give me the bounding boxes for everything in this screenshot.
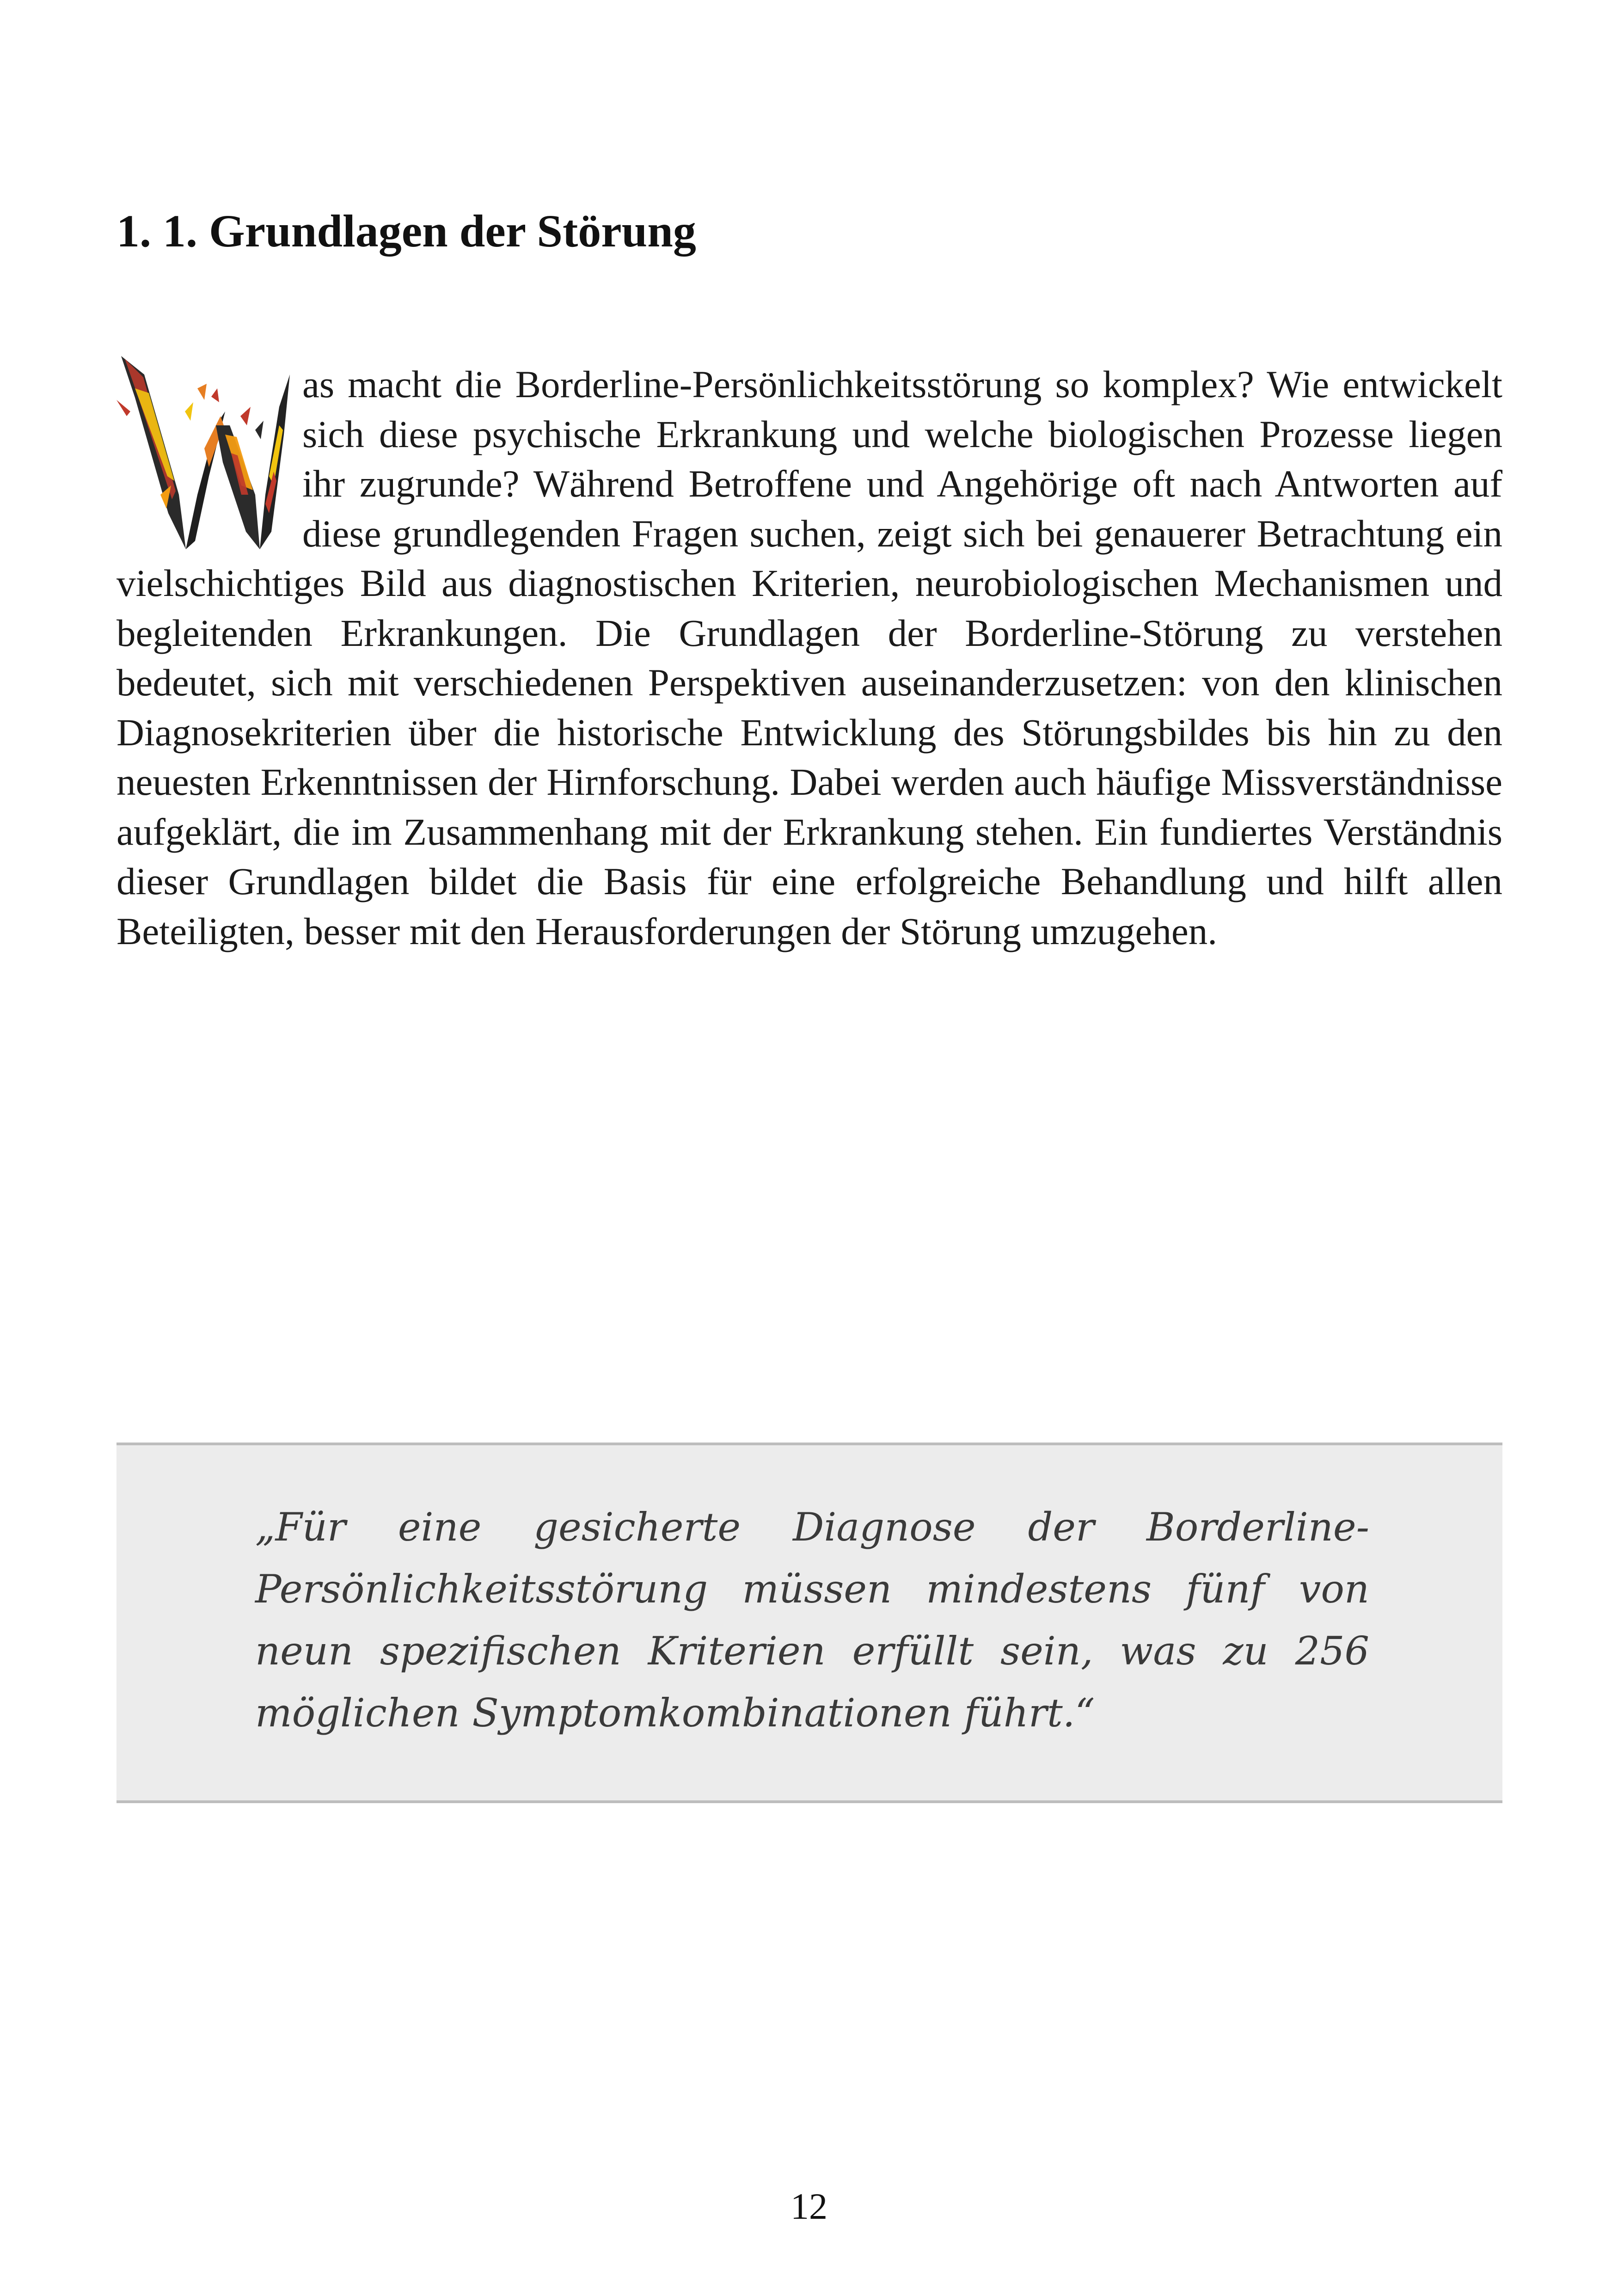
intro-paragraph [116,360,1502,956]
dropcap-w-illustration [116,356,292,549]
pull-quote-box [116,1443,1502,1803]
pull-quote-text: „Für eine gesicherte Diagnose der Borderline-Persönlichkeitsstörung müssen mindestens fünf von neun spezifischen Kriterien erfüllt sein, was zu 256 möglichen Symptomkombinationen führt.“ [255,1504,1369,1736]
page-number: 12 [791,2186,827,2227]
section-heading: 1. 1. Grundlagen der Störung [116,205,696,257]
intro-paragraph-text: as macht die Borderline-Persönlichkeitsstörung so komplex? Wie entwickelt sich diese psychische Erkrankung und welche biologischen Prozesse liegen ihr zugrunde? Während Betroffene und Angehörige oft nach Antworten auf diese grundlegenden Fragen suchen, zeigt sich bei genauerer Betrachtung ein vielschichtiges Bild aus diagnostischen Kriterien, neurobiologischen Mechanismen und begleitenden Erkrankungen. Die Grundlagen der Borderline-Störung zu verstehen bedeutet, sich mit verschiedenen Perspektiven auseinanderzusetzen: von den klinischen Diagnosekriterien über die historische Entwicklung des Störungsbildes bis hin zu den neuesten Erkenntnissen der Hirnforschung. Dabei werden auch häufige Missverständnisse aufgeklärt, die im Zusammenhang mit der Erkrankung stehen. Ein fundiertes Verständnis dieser Grundlagen bildet die Basis für eine erfolgreiche Behandlung und hilft allen Beteiligten, besser mit den Herausforderungen der Störung umzugehen. [116,363,1502,952]
